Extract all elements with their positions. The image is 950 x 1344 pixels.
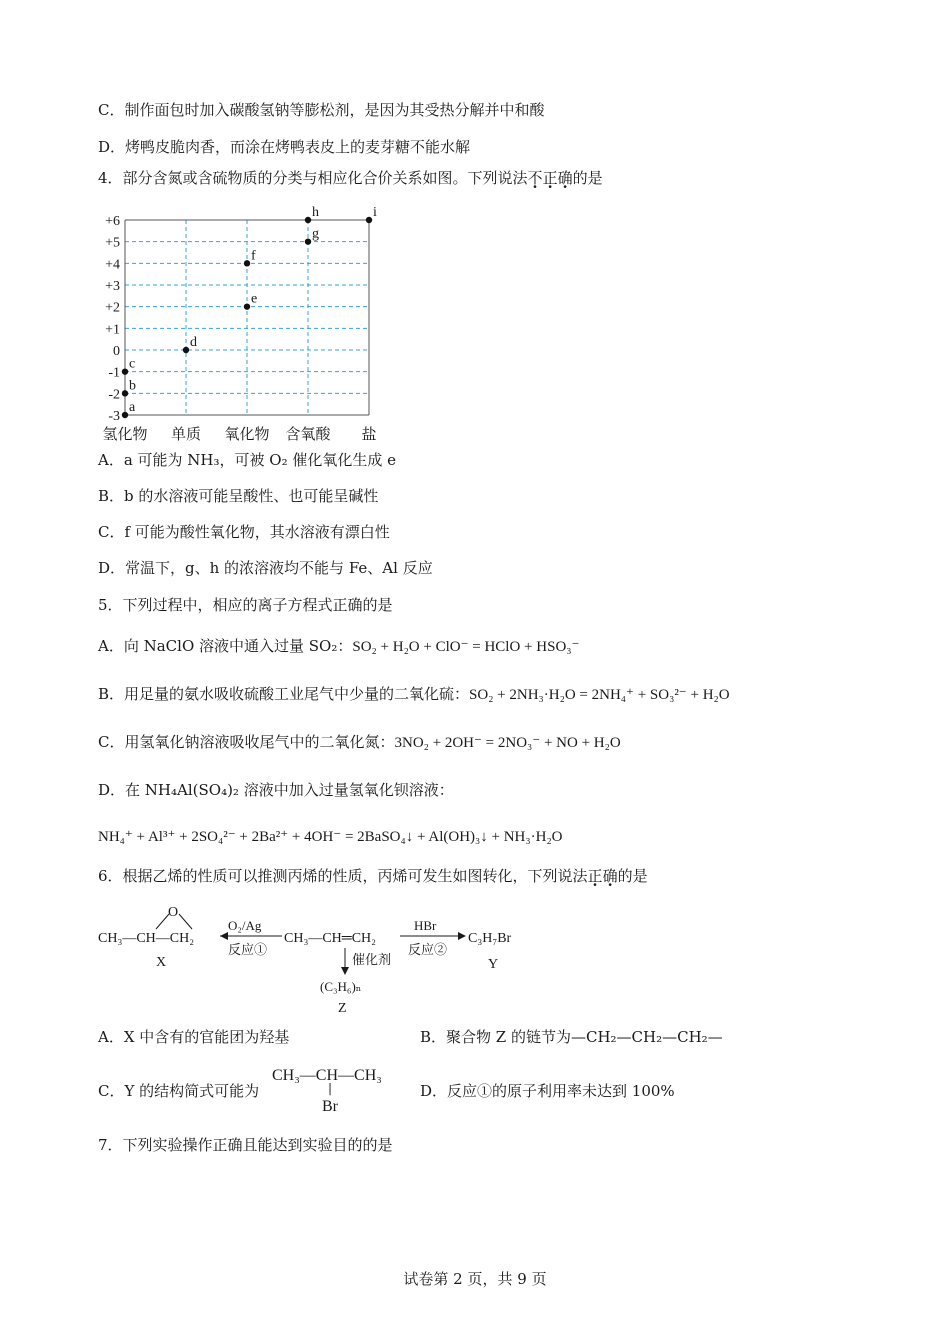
- y-tick-label: -3: [108, 409, 120, 424]
- x-category-label: 氢化物: [102, 425, 148, 443]
- q6-stem-prefix: 6．根据乙烯的性质可以推测丙烯的性质，丙烯可发生如图转化，下列说法: [98, 867, 588, 885]
- q7-stem: 7．下列实验操作正确且能达到实验目的的是: [98, 1136, 393, 1154]
- reaction1-arrowhead: [220, 932, 228, 940]
- y-tick-label: 0: [113, 344, 120, 359]
- q4-option-d: D．常温下，g、h 的浓溶液均不能与 Fe、Al 反应: [98, 559, 433, 577]
- reaction2-label: 反应②: [408, 942, 448, 957]
- point-label-g: g: [312, 226, 319, 242]
- q6-c-structure-bond: |: [328, 1081, 333, 1095]
- q3-option-d: D．烤鸭皮脆肉香，而涂在烤鸭表皮上的麦芽糖不能水解: [98, 138, 471, 156]
- reaction2-arrowhead: [458, 932, 466, 940]
- q4-option-a: A．a 可能为 NH₃，可被 O₂ 催化氧化生成 e: [98, 451, 397, 469]
- q5-stem: 5．下列过程中，相应的离子方程式正确的是: [98, 596, 393, 614]
- reaction1-label: 反应①: [228, 942, 268, 957]
- y-tick-label: +1: [105, 322, 120, 338]
- x-epoxide-oxygen: O: [168, 905, 179, 920]
- q6-stem-suffix: 的是: [617, 867, 648, 885]
- q6-c-structure-br: Br: [322, 1098, 338, 1115]
- y-formula: C₃H₇Br: [468, 931, 512, 946]
- point-f: [244, 260, 250, 266]
- q6-c-structure-chain: CH₃—CH—CH₃: [272, 1067, 382, 1084]
- q6-option-d: D．反应①的原子利用率未达到 100%: [420, 1082, 675, 1100]
- q6-option-c: C．Y 的结构简式可能为: [98, 1082, 260, 1100]
- q4-stem: [98, 168, 603, 188]
- q5-option-d: D．在 NH₄Al(SO₄)₂ 溶液中加入过量氢氧化钡溶液：: [98, 781, 454, 799]
- y-tick-label: -2: [108, 387, 120, 403]
- valence-chart: [98, 203, 398, 448]
- q5-b-equation: SO₂ + 2NH₃·H₂O = 2NH₄⁺ + SO₃²⁻ + H₂O: [469, 687, 730, 703]
- point-b: [122, 390, 128, 396]
- x-category-label: 含氧酸: [285, 425, 331, 443]
- point-label-b: b: [129, 378, 136, 394]
- x-category-label: 氧化物: [224, 425, 270, 443]
- reaction1-reagent: O₂/Ag: [228, 918, 262, 933]
- q5-d-equation: NH₄⁺ + Al³⁺ + 2SO₄²⁻ + 2Ba²⁺ + 4OH⁻ = 2BaSO₄↓ + Al(OH)₃↓ + NH₃·H₂O: [98, 829, 563, 845]
- q5-a-equation: SO₂ + H₂O + ClO⁻ = HClO + HSO₃⁻: [352, 639, 580, 655]
- point-label-h: h: [312, 205, 319, 220]
- z-formula: (C₃H₆)ₙ: [320, 979, 362, 994]
- point-label-i: i: [373, 205, 377, 220]
- y-tick-label: +6: [105, 214, 120, 229]
- point-label-f: f: [251, 248, 256, 264]
- point-c: [122, 368, 128, 374]
- point-h: [305, 217, 311, 223]
- epoxide-bond-right: [179, 914, 192, 929]
- q4-stem-prefix: 4．部分含氮或含硫物质的分类与相应化合价关系如图。下列说法: [98, 169, 528, 187]
- x-formula: CH₃—CH—CH₂: [98, 931, 195, 946]
- y-tick-label: +4: [105, 257, 120, 273]
- x-label: X: [156, 955, 167, 970]
- q5-c-equation: 3NO₂ + 2OH⁻ = 2NO₃⁻ + NO + H₂O: [394, 735, 621, 751]
- reaction2-reagent: HBr: [414, 918, 437, 933]
- y-tick-label: +2: [105, 300, 120, 316]
- y-tick-label: +3: [105, 279, 120, 294]
- point-a: [122, 412, 128, 418]
- q5-option-b: [98, 684, 730, 705]
- propene-formula: CH₃—CH═CH₂: [284, 931, 377, 946]
- q6-stem-emphasis: 正确: [587, 867, 618, 885]
- point-label-d: d: [190, 335, 197, 350]
- point-d: [183, 347, 189, 353]
- page-footer: 试卷第 2 页，共 9 页: [403, 1270, 547, 1288]
- point-label-e: e: [251, 291, 258, 307]
- q4-stem-suffix: 的是: [572, 169, 603, 187]
- point-e: [244, 303, 250, 309]
- q5-a-text: A．向 NaClO 溶液中通入过量 SO₂：: [98, 637, 353, 655]
- q5-option-c: [98, 732, 621, 753]
- reaction-scheme: [98, 900, 558, 1018]
- x-category-label: 盐: [361, 425, 377, 443]
- q3-option-c: C．制作面包时加入碳酸氢钠等膨松剂，是因为其受热分解并中和酸: [98, 101, 545, 119]
- point-label-a: a: [129, 400, 136, 415]
- q6-option-a: A．X 中含有的官能团为羟基: [98, 1028, 290, 1046]
- z-label: Z: [338, 1001, 347, 1016]
- y-tick-label: -1: [108, 365, 120, 381]
- point-i: [366, 217, 372, 223]
- q5-option-a: [98, 636, 579, 657]
- epoxide-bond-left: [156, 914, 169, 929]
- q4-stem-emphasis: 不正确: [527, 169, 573, 187]
- q5-c-text: C．用氢氧化钠溶液吸收尾气中的二氧化氮：: [98, 733, 395, 751]
- catalyst-label: 催化剂: [352, 952, 392, 967]
- q4-option-b: B．b 的水溶液可能呈酸性、也可能呈碱性: [98, 487, 379, 505]
- q4-option-c: C．f 可能为酸性氧化物，其水溶液有漂白性: [98, 523, 390, 541]
- q6-stem: [98, 866, 648, 886]
- point-g: [305, 238, 311, 244]
- x-category-label: 单质: [170, 425, 202, 443]
- point-label-c: c: [129, 356, 136, 372]
- q5-b-text: B．用足量的氨水吸收硫酸工业尾气中少量的二氧化硫：: [98, 685, 470, 703]
- y-label: Y: [488, 957, 499, 972]
- polymerization-arrowhead: [341, 967, 349, 975]
- y-tick-label: +5: [105, 235, 120, 251]
- q6-option-b: B．聚合物 Z 的链节为—CH₂—CH₂—CH₂—: [420, 1028, 723, 1046]
